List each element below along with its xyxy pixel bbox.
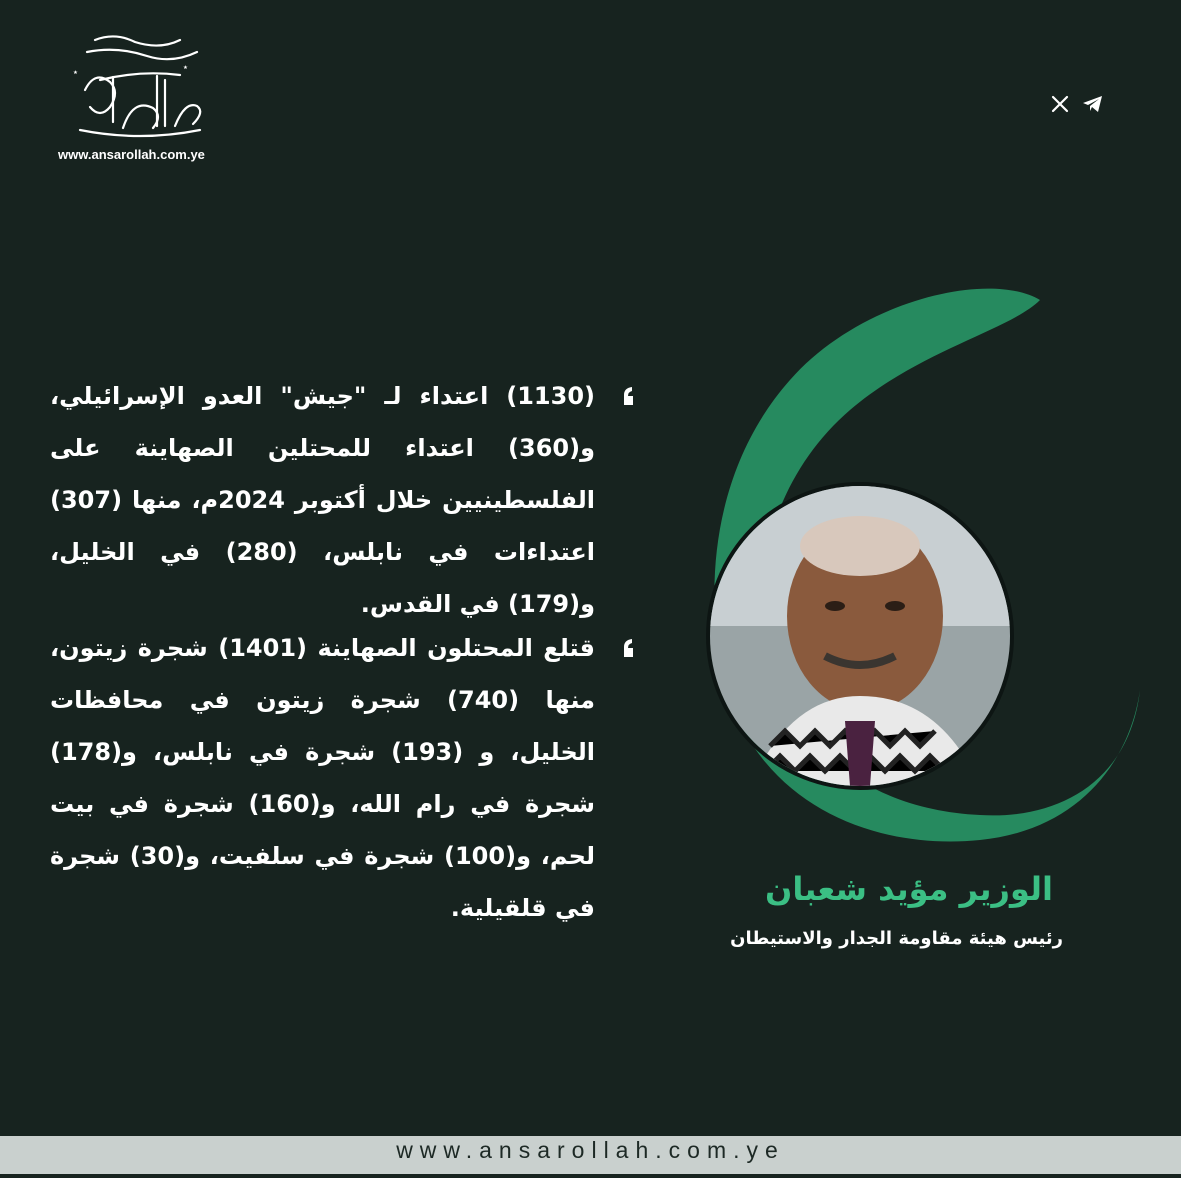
speaker-title: رئيس هيئة مقاومة الجدار والاستيطان [730, 928, 1063, 949]
quote-mark-icon [620, 637, 642, 659]
ansarollah-logo [55, 30, 225, 165]
svg-text:٭: ٭ [183, 63, 188, 73]
speaker-portrait [706, 482, 1014, 790]
social-links [1050, 94, 1102, 114]
x-icon[interactable] [1050, 94, 1070, 114]
speaker-name: الوزير مؤيد شعبان [765, 870, 1053, 908]
logo-url-text: www.ansarollah.com.ye [58, 147, 205, 162]
calligraphy-logo-icon [65, 30, 215, 145]
footer-url[interactable]: www.ansarollah.com.ye [396, 1137, 785, 1163]
statement-paragraph-2: قتلع المحتلون الصهاينة (1401) شجرة زيتون، منها (740) شجرة زيتون في محافظات الخليل، و (193) شجرة في نابلس، و(178) شجرة في رام الله، و(160) شجرة في بيت لحم، و(100) شجرة في سلفيت، و(30) شجرة في قلقيلية. [50, 634, 596, 922]
quote-mark-icon [620, 385, 642, 407]
telegram-icon[interactable] [1082, 94, 1102, 114]
svg-text:٭: ٭ [73, 68, 78, 78]
statement-paragraph-1: (1130) اعتداء لـ "جيش" العدو الإسرائيلي، و(360) اعتداء للمحتلين الصهاينة على الفلسطينيين خلال أكتوبر 2024م، منها (307) اعتداءات في نابلس، (280) في الخليل، و(179) في القدس. [50, 382, 596, 618]
